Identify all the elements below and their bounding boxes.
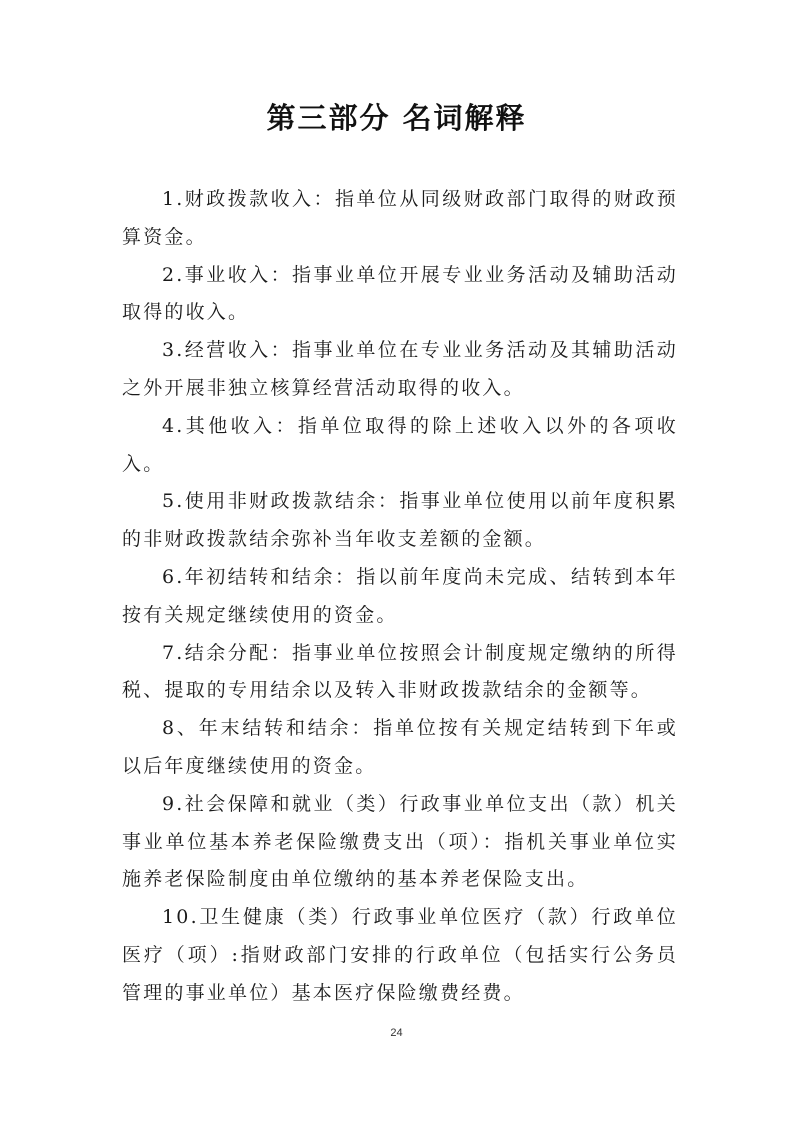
glossary-item: 3.经营收入：指事业单位在专业业务活动及其辅助活动之外开展非独立核算经营活动取得的收入。 — [122, 339, 678, 399]
page-title: 第三部分 名词解释 — [266, 101, 527, 135]
glossary-item: 4.其他收入：指单位取得的除上述收入以外的各项收入。 — [122, 414, 678, 475]
glossary-item: 8、年末结转和结余：指单位按有关规定结转到下年或以后年度继续使用的资金。 — [122, 717, 678, 777]
glossary-item: 1.财政拨款收入：指单位从同级财政部门取得的财政预算资金。 — [122, 188, 678, 248]
glossary-item: 10.卫生健康（类）行政事业单位医疗（款）行政单位医疗（项）:指财政部门安排的行政单位（包括实行公务员管理的事业单位）基本医疗保险缴费经费。 — [122, 906, 678, 1004]
glossary-item: 9.社会保障和就业（类）行政事业单位支出（款）机关事业单位基本养老保险缴费支出（项）：指机关事业单位实施养老保险制度由单位缴纳的基本养老保险支出。 — [122, 792, 678, 891]
glossary-item: 6.年初结转和结余：指以前年度尚未完成、结转到本年按有关规定继续使用的资金。 — [122, 565, 678, 626]
glossary-body — [122, 181, 678, 1013]
glossary-item: 5.使用非财政拨款结余：指事业单位使用以前年度积累的非财政拨款结余弥补当年收支差额的金额。 — [122, 490, 678, 551]
glossary-item: 7.结余分配：指事业单位按照会计制度规定缴纳的所得税、提取的专用结余以及转入非财政拨款结余的金额等。 — [122, 641, 678, 702]
page-number: 24 — [390, 1027, 403, 1039]
glossary-item: 2.事业收入：指事业单位开展专业业务活动及辅助活动取得的收入。 — [122, 263, 678, 324]
